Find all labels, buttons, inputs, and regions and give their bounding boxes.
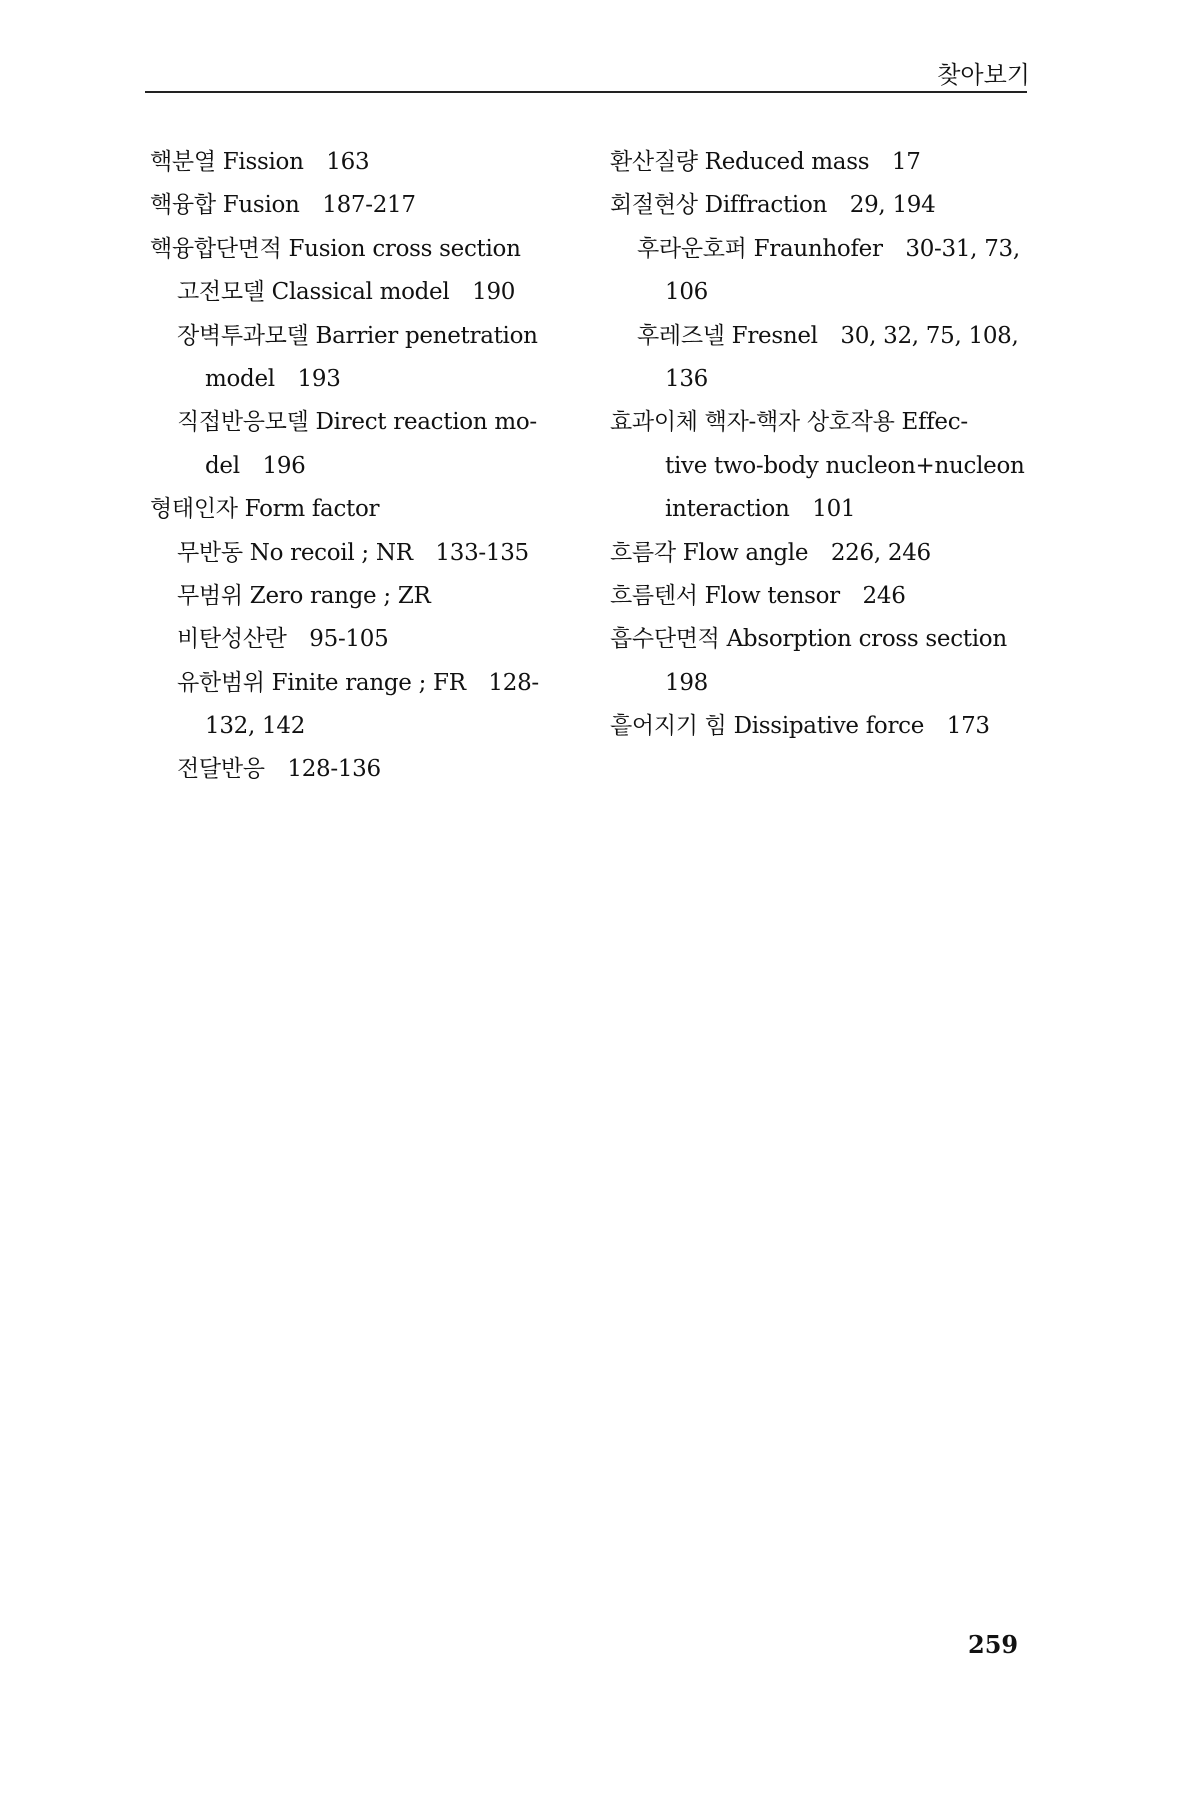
index-entry: 무반동 No recoil ; NR 133-135 (177, 539, 529, 566)
index-column-right (610, 141, 1045, 748)
index-entry: 환산질량 Reduced mass 17 (610, 149, 921, 175)
index-entry: 핵융합 Fusion 187-217 (150, 192, 416, 219)
index-entry: 비탄성산란 95-105 (177, 626, 389, 653)
index-column-left (150, 141, 590, 792)
index-entry: interaction 101 (665, 496, 856, 523)
index-entry: tive two-body nucleon+nucleon (665, 452, 1025, 479)
index-entry: 핵분열 Fission 163 (150, 149, 370, 175)
index-entry: 흐름각 Flow angle 226, 246 (610, 539, 931, 566)
index-entry: 후라운호퍼 Fraunhofer 30-31, 73, (637, 235, 1020, 262)
index-entry: 고전모델 Classical model 190 (177, 279, 516, 306)
index-entry: 전달반응 128-136 (177, 756, 381, 783)
index-entry: 흐름텐서 Flow tensor 246 (610, 582, 906, 609)
index-entry: 흩어지기 힘 Dissipative force 173 (610, 713, 990, 740)
header-rule (145, 91, 1027, 93)
index-entry: 후레즈넬 Fresnel 30, 32, 75, 108, (637, 322, 1019, 349)
index-entry: 136 (665, 365, 708, 392)
index-entry: 무범위 Zero range ; ZR (177, 582, 431, 609)
index-entry: del 196 (205, 452, 306, 479)
index-entry: 132, 142 (205, 713, 306, 740)
index-entry: 198 (665, 669, 708, 696)
index-entry: 핵융합단면적 Fusion cross section (150, 235, 521, 262)
page-number: 259 (968, 1630, 1019, 1659)
index-entry: 효과이체 핵자-핵자 상호작용 Effec- (610, 409, 968, 436)
index-entry: 회절현상 Diffraction 29, 194 (610, 192, 936, 219)
index-entry: 직접반응모델 Direct reaction mo- (177, 409, 537, 436)
index-entry: 106 (665, 279, 708, 306)
index-entry: 장벽투과모델 Barrier penetration (177, 322, 538, 349)
index-entry: 형태인자 Form factor (150, 496, 380, 523)
index-entry: 유한범위 Finite range ; FR 128- (177, 669, 539, 696)
index-entry: 흡수단면적 Absorption cross section (610, 626, 1007, 653)
index-entry: model 193 (205, 365, 341, 392)
running-header-title: 찾아보기 (937, 61, 1030, 89)
